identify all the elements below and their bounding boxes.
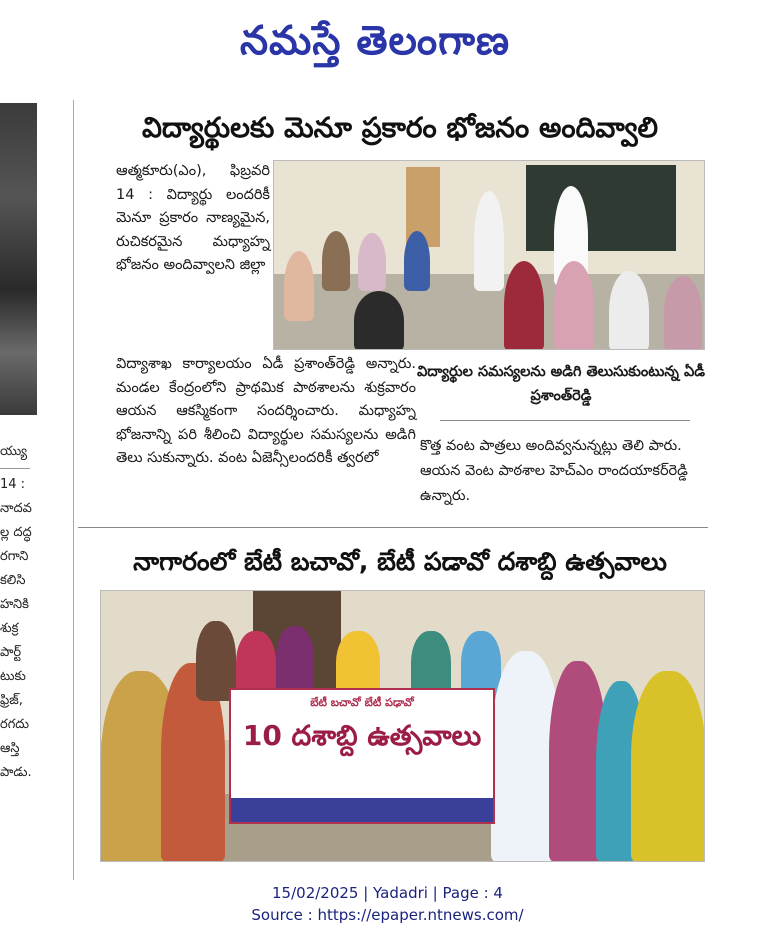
beti-bachao-banner [229,688,495,824]
article2-headline: నాగారంలో బేటీ బచావో, బేటీ పడావో దశాబ్ది ఉత్సవాలు [133,547,667,576]
side-line: పాడు. [0,765,32,780]
article1-body-col3: కొత్త వంట పాత్రలు అందివ్వనున్నట్లు తెలి పారు. ఆయన వెంట పాఠశాల హెచ్‌ఎం రాందయాకర్‌రెడ్డి ఉన్నారు. [420,438,688,504]
banner-title: 10 దశాబ్ది ఉత్సవాలు [242,719,482,752]
side-line: ల్ల దద్ధ [0,525,32,540]
side-line: పార్ట్ [0,645,22,660]
photo-caption: విద్యార్థుల సమస్యలను అడిగి తెలుసుకుంటున్న ఏడీ ప్రశాంత్‌రెడ్డి [417,364,706,404]
article1-body-col2: విద్యాశాఖ కార్యాలయం ఏడీ ప్రశాంత్‌రెడ్డి అన్నారు. మండల కేంద్రంలోని ప్రాథమిక పాఠశాలను శుక్రవారం ఆయన ఆకస్మికంగా సందర్శించారు. మధ్యాహ్న భోజనాన్ని పరి శీలించి విద్యార్థుల సమస్యలను అడిగి తెలు సుకున్నారు. వంట ఏజెన్సీలందరికీ త్వరలో [116,356,416,466]
side-line: య్యు [0,444,28,459]
side-line: హనికి [0,597,29,612]
article1-body-col1: ఆత్మకూరు(ఎం), ఫిబ్రవరి 14 : విద్యార్థు లందరికీ మెనూ ప్రకారం నాణ్యమైన, రుచికరమైన మధ్యాహ్న భోజనం అందివ్వాలని జిల్లా [116,163,270,273]
adjacent-article-photo [0,103,37,415]
adjacent-article-text [0,440,66,785]
side-divider [0,468,30,469]
school-visit-photo [273,160,705,350]
newspaper-masthead: నమస్తే తెలంగాణ [239,18,511,64]
side-line: ఫ్రిజ్, [0,693,23,708]
caption-divider [440,420,690,421]
side-line: కలిసి [0,573,26,588]
group-photo [100,590,705,862]
side-line: రగాని [0,549,29,564]
banner-top-text: బేటీ బచావో బేటీ పఢావో [310,696,414,709]
footer-source: Source : https://epaper.ntnews.com/ [251,906,524,924]
side-line: రగదు [0,717,29,732]
banner-footer-strip [231,798,493,822]
side-line: టుకు [0,669,26,684]
column-divider [73,100,74,880]
side-line: శుక్ర [0,621,19,636]
section-divider [78,527,708,528]
article1-headline: విద్యార్థులకు మెనూ ప్రకారం భోజనం అందివ్వాలి [141,111,659,144]
side-line: నాదవ [0,501,32,516]
side-line: 14 : [0,477,26,492]
footer-date-edition: 15/02/2025 | Yadadri | Page : 4 [272,884,503,902]
side-line: ఆస్తి [0,741,20,756]
page-footer [0,882,775,926]
